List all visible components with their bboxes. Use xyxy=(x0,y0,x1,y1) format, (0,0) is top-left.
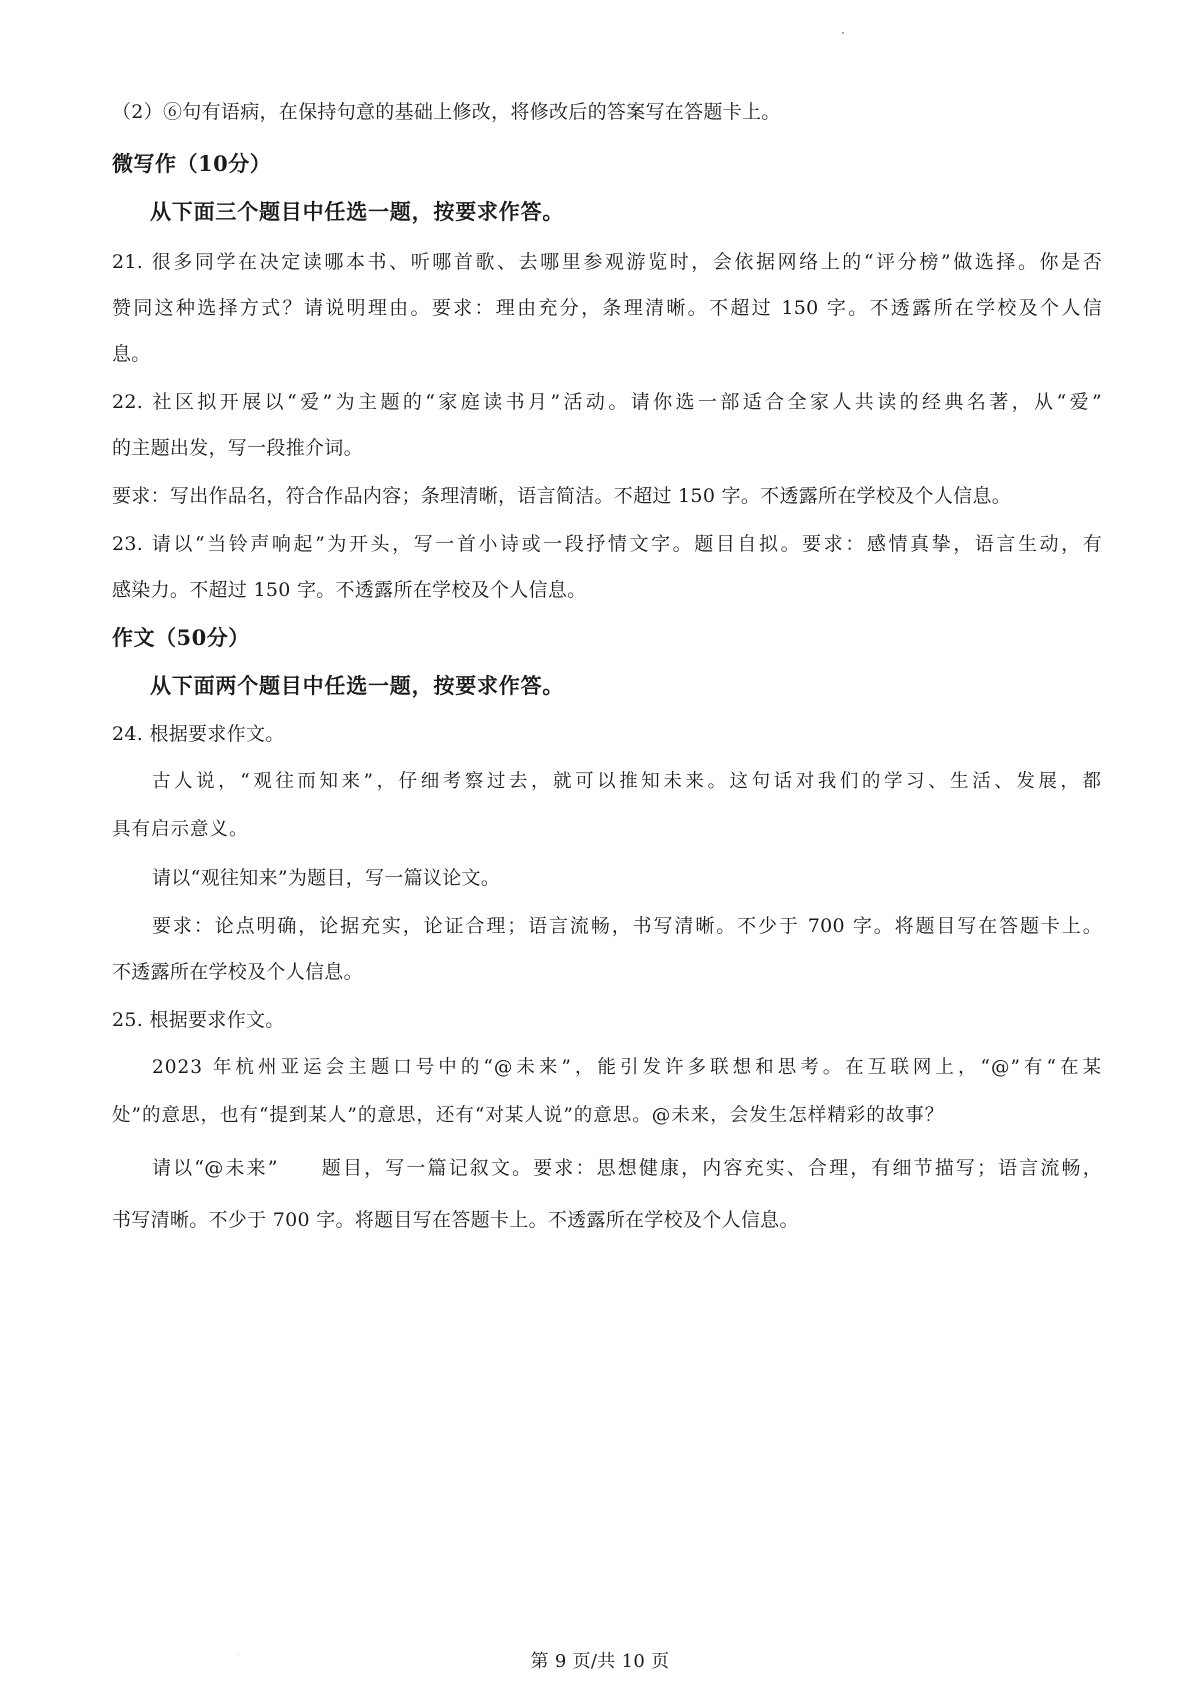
section-heading-micro-writing: 微写作（10分） xyxy=(112,151,272,176)
question-24-requirements-line-1: 要求：论点明确，论据充实，论证合理；语言流畅，书写清晰。不少于 700 字。将题目写在答题卡上。 xyxy=(152,915,1102,937)
question-24-prompt-line-2: 具有启示意义。 xyxy=(112,819,249,840)
question-22-line-1: 22. 社区拟开展以“爱”为主题的“家庭读书月”活动。请你选一部适合全家人共读的经典名著，从“爱” xyxy=(112,391,1102,413)
question-24-requirements-line-2: 不透露所在学校及个人信息。 xyxy=(112,961,363,983)
question-23-line-1: 23. 请以“当铃声响起”为开头，写一首小诗或一段抒情文字。题目自拟。要求：感情真挚，语言生动，有 xyxy=(112,533,1102,555)
section-heading-composition: 作文（50分） xyxy=(112,625,250,650)
question-24-title: 24. 根据要求作文。 xyxy=(112,723,285,745)
section-instruction-micro-writing: 从下面三个题目中任选一题，按要求作答。 xyxy=(150,199,565,224)
question-24-prompt-line-1: 古人说，“观往而知来”，仔细考察过去，就可以推知未来。这句话对我们的学习、生活、发展，都 xyxy=(152,771,1102,792)
question-21-line-3: 息。 xyxy=(112,343,151,365)
question-21-line-2: 赞同这种选择方式？请说明理由。要求：理由充分，条理清晰。不超过 150 字。不透露所在学校及个人信 xyxy=(112,297,1102,319)
question-22-requirements: 要求：写出作品名，符合作品内容；条理清晰，语言简洁。不超过 150 字。不透露所在学校及个人信息。 xyxy=(112,485,1012,507)
question-20-part-2: （2）⑥句有语病，在保持句意的基础上修改，将修改后的答案写在答题卡上。 xyxy=(112,101,781,123)
question-25-task-line-1: 请以“@未来” 题目，写一篇记叙文。要求：思想健康，内容充实、合理，有细节描写；语言流畅， xyxy=(152,1157,1102,1179)
question-25-prompt-line-1: 2023 年杭州亚运会主题口号中的“@未来”，能引发许多联想和思考。在互联网上，“@”有“在某 xyxy=(152,1057,1102,1078)
question-22-line-2: 的主题出发，写一段推介词。 xyxy=(112,437,363,459)
question-25-prompt-line-2: 处”的意思，也有“提到某人”的意思，还有“对某人说”的意思。@未来，会发生怎样精彩的故事？ xyxy=(112,1105,945,1126)
question-23-line-2: 感染力。不超过 150 字。不透露所在学校及个人信息。 xyxy=(112,579,587,601)
question-25-title: 25. 根据要求作文。 xyxy=(112,1009,285,1031)
question-24-task: 请以“观往知来”为题目，写一篇议论文。 xyxy=(152,867,501,889)
section-instruction-composition: 从下面两个题目中任选一题，按要求作答。 xyxy=(150,673,565,698)
page-number: 第 9 页/共 10 页 xyxy=(530,1651,670,1672)
question-21-line-1: 21. 很多同学在决定读哪本书、听哪首歌、去哪里参观游览时，会依据网络上的“评分榜”做选择。你是否 xyxy=(112,251,1102,273)
question-25-task-line-2: 书写清晰。不少于 700 字。将题目写在答题卡上。不透露所在学校及个人信息。 xyxy=(112,1209,799,1231)
scan-speck xyxy=(842,32,844,34)
